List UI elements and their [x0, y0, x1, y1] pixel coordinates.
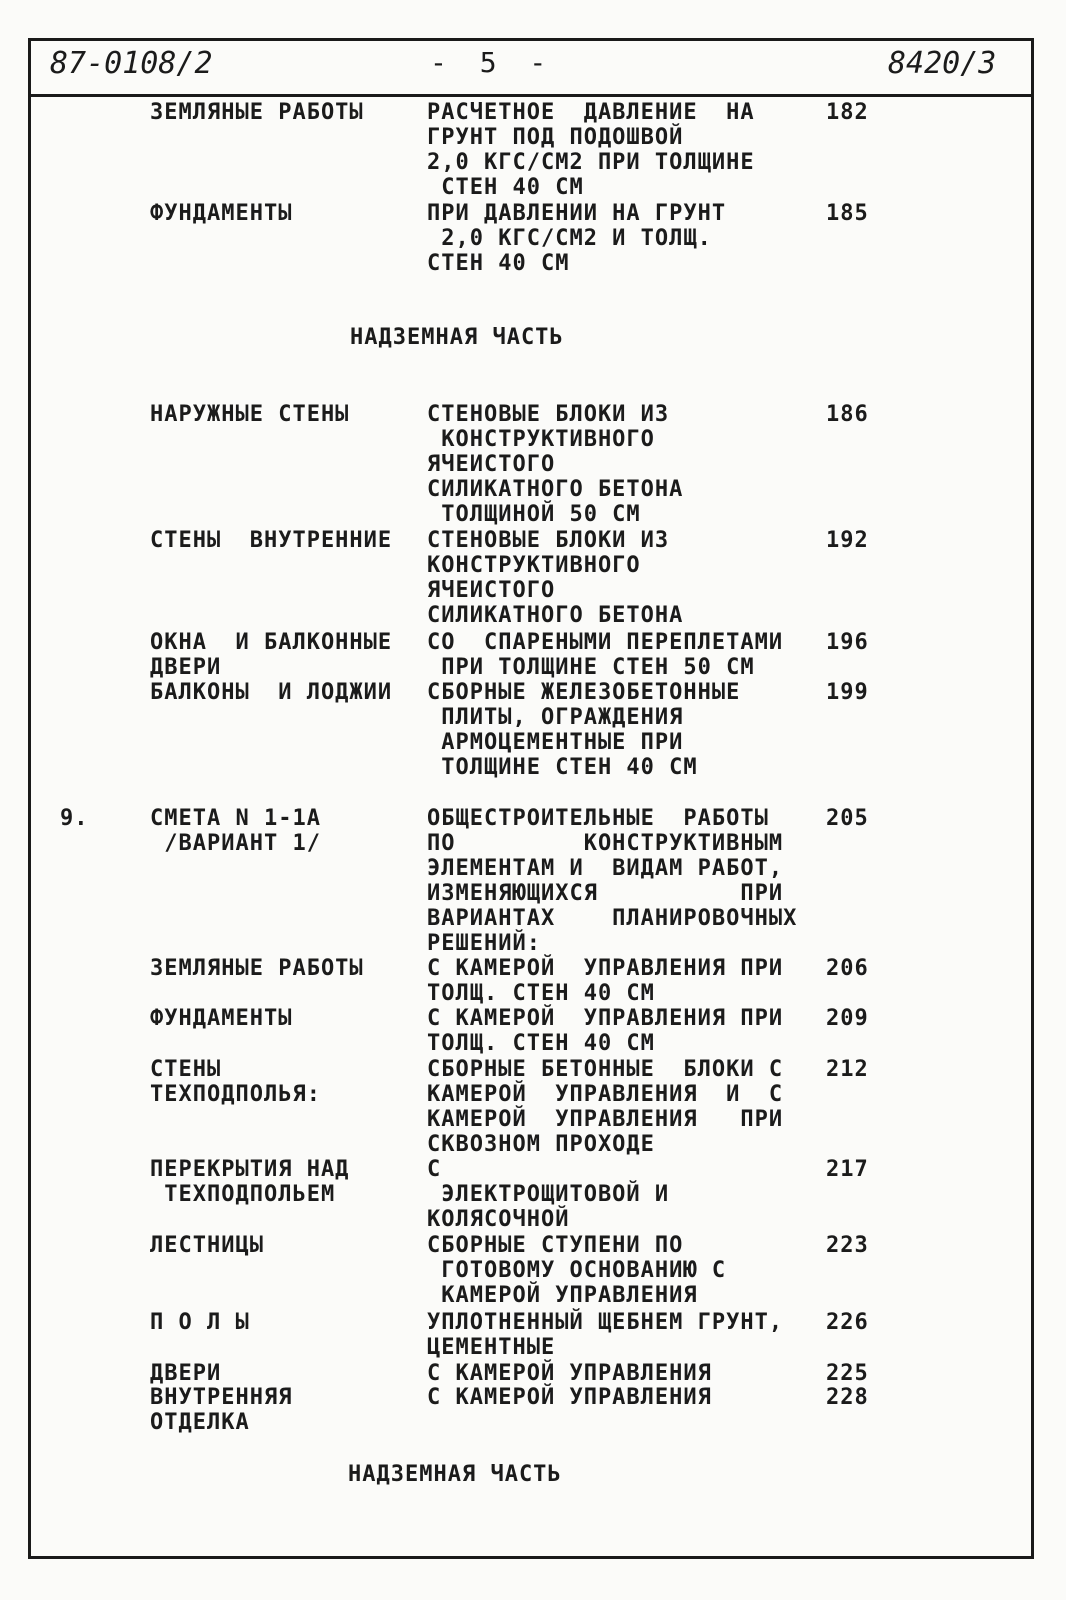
item-description: С [427, 1157, 442, 1182]
item-description: ПЛИТЫ, ОГРАЖДЕНИЯ [427, 705, 684, 730]
item-description: ИЗМЕНЯЮЩИХСЯ ПРИ [427, 881, 784, 906]
item-description: ЯЧЕИСТОГО [427, 578, 556, 603]
page-ref: 228 [826, 1385, 869, 1410]
item-name: ОКНА И БАЛКОННЫЕ [150, 630, 393, 655]
item-description: ТОЛЩИНОЙ 50 СМ [427, 502, 641, 527]
page-ref: 206 [826, 956, 869, 981]
item-description: РАСЧЕТНОЕ ДАВЛЕНИЕ НА [427, 100, 755, 125]
item-name: ЛЕСТНИЦЫ [150, 1233, 264, 1258]
page-ref: 226 [826, 1310, 869, 1335]
item-name: ЗЕМЛЯНЫЕ РАБОТЫ [150, 956, 364, 981]
item-description: 2,0 КГС/СМ2 И ТОЛЩ. [427, 226, 712, 251]
item-description: СКВОЗНОМ ПРОХОДЕ [427, 1132, 655, 1157]
item-name: ФУНДАМЕНТЫ [150, 201, 293, 226]
item-description: ГОТОВОМУ ОСНОВАНИЮ С [427, 1258, 727, 1283]
item-name: П О Л Ы [150, 1310, 250, 1335]
page-ref: 196 [826, 630, 869, 655]
item-description: С КАМЕРОЙ УПРАВЛЕНИЯ [427, 1361, 712, 1386]
item-name: СТЕНЫ [150, 1057, 222, 1082]
item-description: СИЛИКАТНОГО БЕТОНА [427, 477, 684, 502]
item-description: СБОРНЫЕ БЕТОННЫЕ БЛОКИ С [427, 1057, 784, 1082]
item-name: ТЕХПОДПОЛЬЕМ [150, 1182, 336, 1207]
item-description: ЦЕМЕНТНЫЕ [427, 1335, 556, 1360]
item-description: КОЛЯСОЧНОЙ [427, 1207, 570, 1232]
item-name: ТЕХПОДПОЛЬЯ: [150, 1082, 321, 1107]
page-ref: 192 [826, 528, 869, 553]
item-name: ОТДЕЛКА [150, 1410, 250, 1435]
item-index: 9. [60, 806, 89, 831]
item-description: РЕШЕНИЙ: [427, 931, 541, 956]
item-name: СТЕНЫ ВНУТРЕННИЕ [150, 528, 393, 553]
item-description: ГРУНТ ПОД ПОДОШВОЙ [427, 125, 684, 150]
page-ref: 212 [826, 1057, 869, 1082]
item-name: БАЛКОНЫ И ЛОДЖИИ [150, 680, 393, 705]
item-description: С КАМЕРОЙ УПРАВЛЕНИЯ ПРИ [427, 956, 784, 981]
item-description: ПО КОНСТРУКТИВНЫМ [427, 831, 784, 856]
page-number: - 5 - [430, 46, 555, 79]
item-name: ДВЕРИ [150, 1361, 222, 1386]
item-name: ДВЕРИ [150, 655, 222, 680]
item-description: С КАМЕРОЙ УПРАВЛЕНИЯ [427, 1385, 712, 1410]
page-ref: 205 [826, 806, 869, 831]
item-name: ВНУТРЕННЯЯ [150, 1385, 293, 1410]
item-description: СТЕН 40 СМ [427, 251, 570, 276]
item-name: НАРУЖНЫЕ СТЕНЫ [150, 402, 350, 427]
header-divider [28, 94, 1034, 97]
item-name: СМЕТА N 1-1А [150, 806, 321, 831]
item-description: С КАМЕРОЙ УПРАВЛЕНИЯ ПРИ [427, 1006, 784, 1031]
item-description: КОНСТРУКТИВНОГО [427, 427, 655, 452]
item-description: СТЕНОВЫЕ БЛОКИ ИЗ [427, 528, 670, 553]
doc-code: 87-0108/2 [50, 46, 213, 81]
item-description: СО СПАРЕНЫМИ ПЕРЕПЛЕТАМИ [427, 630, 784, 655]
item-description: ОБЩЕСТРОИТЕЛЬНЫЕ РАБОТЫ [427, 806, 769, 831]
item-name: /ВАРИАНТ 1/ [150, 831, 321, 856]
item-description: ПРИ ТОЛЩИНЕ СТЕН 50 СМ [427, 655, 755, 680]
page-ref: 209 [826, 1006, 869, 1031]
item-description: ВАРИАНТАХ ПЛАНИРОВОЧНЫХ [427, 906, 798, 931]
item-description: ТОЛЩ. СТЕН 40 СМ [427, 981, 655, 1006]
item-description: КАМЕРОЙ УПРАВЛЕНИЯ [427, 1283, 698, 1308]
page-ref: 199 [826, 680, 869, 705]
item-description: ЯЧЕИСТОГО [427, 452, 556, 477]
item-description: КАМЕРОЙ УПРАВЛЕНИЯ И С [427, 1082, 784, 1107]
page-ref: 217 [826, 1157, 869, 1182]
item-description: СИЛИКАТНОГО БЕТОНА [427, 603, 684, 628]
item-description: СБОРНЫЕ СТУПЕНИ ПО [427, 1233, 684, 1258]
section-heading: НАДЗЕМНАЯ ЧАСТЬ [348, 1462, 562, 1487]
item-description: КАМЕРОЙ УПРАВЛЕНИЯ ПРИ [427, 1107, 784, 1132]
page-ref: 186 [826, 402, 869, 427]
item-description: ТОЛЩ. СТЕН 40 СМ [427, 1031, 655, 1056]
item-name: ЗЕМЛЯНЫЕ РАБОТЫ [150, 100, 364, 125]
item-description: СТЕН 40 СМ [427, 175, 584, 200]
sheet-code: 8420/3 [888, 46, 997, 81]
item-description: КОНСТРУКТИВНОГО [427, 553, 641, 578]
item-description: СТЕНОВЫЕ БЛОКИ ИЗ [427, 402, 670, 427]
item-description: СБОРНЫЕ ЖЕЛЕЗОБЕТОННЫЕ [427, 680, 741, 705]
item-name: ФУНДАМЕНТЫ [150, 1006, 293, 1031]
page-ref: 185 [826, 201, 869, 226]
item-description: АРМОЦЕМЕНТНЫЕ ПРИ [427, 730, 684, 755]
item-description: УПЛОТНЕННЫЙ ЩЕБНЕМ ГРУНТ, [427, 1310, 784, 1335]
page-ref: 223 [826, 1233, 869, 1258]
page-ref: 182 [826, 100, 869, 125]
page-ref: 225 [826, 1361, 869, 1386]
section-heading: НАДЗЕМНАЯ ЧАСТЬ [350, 325, 564, 350]
item-description: ЭЛЕМЕНТАМ И ВИДАМ РАБОТ, [427, 856, 784, 881]
item-name: ПЕРЕКРЫТИЯ НАД [150, 1157, 350, 1182]
item-description: ЭЛЕКТРОЩИТОВОЙ И [427, 1182, 670, 1207]
item-description: ПРИ ДАВЛЕНИИ НА ГРУНТ [427, 201, 727, 226]
item-description: ТОЛЩИНЕ СТЕН 40 СМ [427, 755, 698, 780]
item-description: 2,0 КГС/СМ2 ПРИ ТОЛЩИНЕ [427, 150, 755, 175]
